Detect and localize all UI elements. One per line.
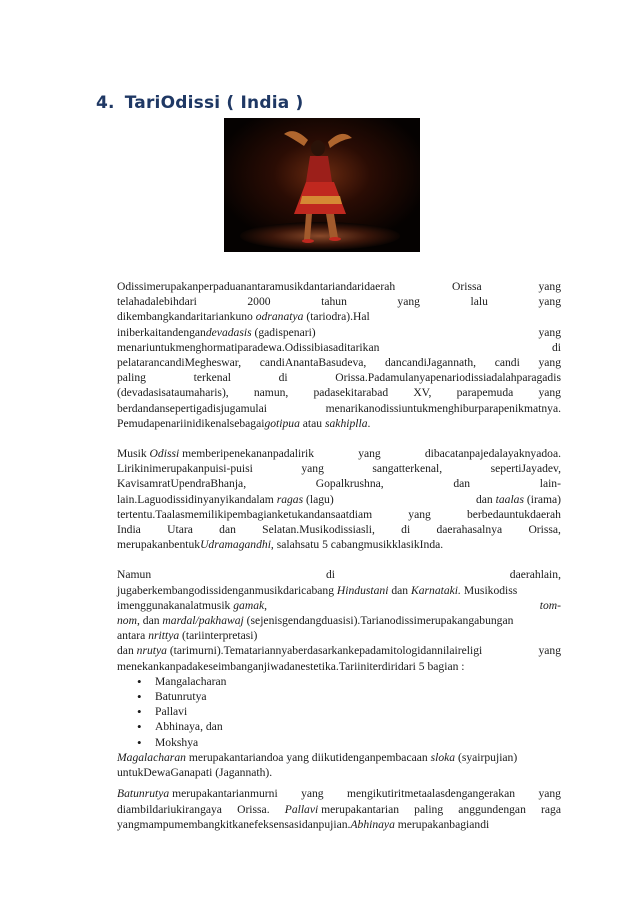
word: jugaberkembangodissidenganmusikdaricabang Hindustani dan Karnataki. Musikodiss	[117, 583, 518, 597]
word: dan	[453, 477, 471, 491]
text-line	[117, 537, 561, 552]
text-line	[117, 817, 561, 832]
word: yang	[301, 787, 324, 801]
paragraph-after-1	[117, 750, 561, 780]
word: XV,	[413, 386, 432, 400]
article-body	[117, 279, 561, 832]
word: daerahasalnya	[436, 523, 503, 537]
word: dikembangkandaritariankuno odranatya (tariodra).Hal	[117, 310, 370, 324]
word: candiAnantaBasudeva,	[259, 356, 367, 370]
text-line	[117, 750, 561, 765]
odissi-dancer-photo	[224, 118, 420, 252]
text-line	[117, 765, 561, 780]
text-line	[117, 476, 561, 491]
text-line	[117, 492, 561, 507]
section-heading	[96, 93, 303, 113]
word: antara nrittya (tariinterpretasi)	[117, 629, 258, 643]
word: imenggunakanalatmusik gamak,	[117, 598, 268, 612]
word: Batunrutya merupakantarianmurni	[117, 787, 278, 801]
list-item: • Batunrutya	[137, 689, 561, 704]
word: Orissa.Padamulanyapenariodissiadalahparagadis	[335, 371, 561, 385]
word: terkenal	[193, 371, 231, 385]
text-line	[117, 461, 561, 476]
word: mampumembangkitkanefeksensasidanpujian.Abhinaya merupakanbagian	[139, 817, 481, 831]
word: yang	[538, 295, 561, 309]
word: dan taalas (irama)	[475, 492, 561, 506]
word: menarikanodissiuntukmenghiburparapenikmatnya.	[325, 401, 561, 415]
word: paling	[117, 371, 146, 385]
word: Gopalkrushna,	[315, 477, 384, 491]
word: di	[325, 568, 335, 582]
word: daerahlain,	[509, 568, 561, 582]
text-line	[117, 385, 561, 400]
list-item: • Mokshya	[137, 735, 561, 750]
word: KavisamratUpendraBhanja,	[117, 477, 247, 491]
text-line	[117, 659, 561, 674]
word: (devadasisataumaharis),	[117, 386, 229, 400]
list-item: • Abhinaya, dan	[137, 719, 561, 734]
word: yang	[408, 507, 431, 521]
text-line	[117, 567, 561, 582]
paragraph-3	[117, 567, 561, 673]
word: Pallavi merupakantarian	[284, 802, 400, 816]
word: dibacatanpajedalayaknyadoa.	[424, 447, 561, 461]
word: diambildariukirangaya	[117, 802, 222, 816]
dancer-illustration	[224, 118, 420, 252]
word: pelatarancandiMegheswar,	[117, 356, 242, 370]
word: yang	[538, 356, 561, 370]
word: nom, dan mardal/pakhawaj (sejenisgendangduasisi).Tarianodissimerupakangabungan	[117, 614, 514, 628]
word: candi	[494, 356, 520, 370]
word: lalu	[470, 295, 488, 309]
word: yang	[397, 295, 420, 309]
word: merupakanbentukUdramagandhi, salahsatu 5 cabangmusikklasikInda.	[117, 538, 444, 552]
section-title: TariOdissi ( India )	[124, 93, 304, 113]
word: Namun	[117, 568, 152, 582]
text-line	[117, 598, 561, 613]
word: menekankanpadakeseimbanganjiwadanestetika.Tariiniterdiridari 5 bagian :	[117, 659, 465, 673]
text-line	[117, 613, 561, 628]
text-line	[117, 370, 561, 385]
word: tertentu.Taalasmemilikipembagianketukandansaatdiam	[117, 507, 373, 521]
paragraph-gap	[117, 552, 561, 567]
word: dancandiJagannath,	[384, 356, 477, 370]
paragraph-2	[117, 446, 561, 552]
paragraph-after-2	[117, 786, 561, 832]
text-line	[117, 507, 561, 522]
word: di	[278, 371, 288, 385]
text-line	[117, 583, 561, 598]
word: anggundengan	[458, 802, 526, 816]
word: di	[401, 523, 411, 537]
word: yang	[538, 280, 561, 293]
word: Magalacharan merupakantariandoa yang diikutidenganpembacaan sloka (syairpujian)	[117, 750, 518, 764]
word: Selatan.Musikodissiasli,	[262, 523, 375, 537]
word: yang	[538, 325, 561, 339]
word: tahun	[321, 295, 347, 309]
word: menariuntukmenghormatiparadewa.Odissibiasaditarikan	[117, 340, 380, 354]
word: India	[117, 523, 141, 537]
text-line	[117, 628, 561, 643]
dance-parts-list	[117, 674, 561, 750]
word: tom-	[539, 598, 561, 612]
text-line	[117, 279, 561, 294]
word: parapemuda	[456, 386, 514, 400]
paragraph-1	[117, 279, 561, 431]
word: 2000	[247, 295, 271, 309]
text-line	[117, 786, 561, 801]
word: yang	[117, 817, 140, 831]
text-line	[117, 401, 561, 416]
word: padasekitarabad	[313, 386, 389, 400]
word: Orissa	[451, 280, 482, 293]
word: telahadalebihdari	[117, 295, 197, 309]
word: paling	[414, 802, 444, 816]
word: Lirikinimerupakanpuisi-puisi	[117, 462, 253, 476]
text-line	[117, 446, 561, 461]
word: iniberkaitandengandevadasis (gadispenari)	[117, 325, 316, 339]
word: yang	[301, 462, 324, 476]
word: untukDewaGanapati (Jagannath).	[117, 766, 273, 780]
word: Odissimerupakanperpaduanantaramusikdantariandaridaerah	[117, 280, 396, 293]
word: di	[480, 817, 490, 831]
text-line	[117, 416, 561, 431]
word: Pemudapenariinidikenalsebagaigotipua atau sakhiplla.	[117, 416, 371, 430]
word: Musik Odissi memberipenekananpadalirik	[117, 447, 315, 461]
word: yang	[538, 787, 561, 801]
word: raga	[541, 802, 561, 816]
list-item: • Pallavi	[137, 704, 561, 719]
word: Orissa.	[237, 802, 270, 816]
word: Utara	[167, 523, 193, 537]
list-item: • Mangalacharan	[137, 674, 561, 689]
word: lain.Laguodissidinyanyikandalam ragas (lagu)	[117, 492, 334, 506]
text-line	[117, 355, 561, 370]
text-line	[117, 340, 561, 355]
word: sangatterkenal,	[372, 462, 443, 476]
word: berdandansepertigadisjugamulai	[117, 401, 268, 415]
text-line	[117, 325, 561, 340]
word: sepertiJayadev,	[490, 462, 561, 476]
text-line	[117, 802, 561, 817]
word: berbedauntukdaerah	[466, 507, 561, 521]
word: Orissa,	[528, 523, 561, 537]
word: lain-	[539, 477, 561, 491]
word: dan nrutya (tarimurni).Tematariannyaberdasarkankepadamitologidannilaireligi	[117, 644, 483, 658]
word: yang	[538, 386, 561, 400]
word: di	[551, 340, 561, 354]
word: dan	[219, 523, 236, 537]
text-line	[117, 309, 561, 324]
word: yang	[358, 447, 381, 461]
text-line	[117, 294, 561, 309]
text-line	[117, 643, 561, 658]
paragraph-gap	[117, 431, 561, 446]
text-line	[117, 522, 561, 537]
word: yang	[538, 644, 561, 658]
section-number: 4.	[96, 93, 115, 113]
word: mengikutiritmetaalasdengangerakan	[347, 787, 516, 801]
word: namun,	[253, 386, 289, 400]
